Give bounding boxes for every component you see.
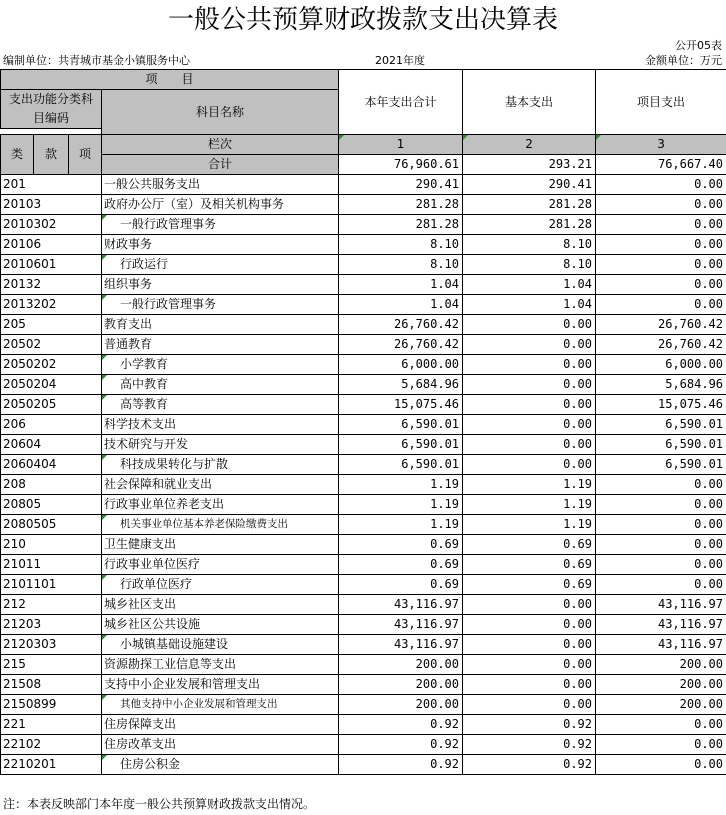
table-row [1, 575, 726, 595]
row-code: 201 [1, 175, 102, 195]
row-subject-name: 一般行政管理事务 [102, 295, 339, 315]
row-subject-name: 住房保障支出 [102, 715, 339, 735]
row-total: 200.00 [339, 695, 463, 715]
row-basic: 0.00 [463, 595, 596, 615]
row-code: 2010302 [1, 215, 102, 235]
row-project: 200.00 [596, 675, 726, 695]
row-project: 43,116.97 [596, 595, 726, 615]
form-number: 公开05表 [675, 39, 722, 52]
row-basic: 1.19 [463, 475, 596, 495]
row-subject-name: 行政事业单位医疗 [102, 555, 339, 575]
row-total: 26,760.42 [339, 315, 463, 335]
table-row [1, 595, 726, 615]
row-subject-name: 城乡社区支出 [102, 595, 339, 615]
row-basic: 0.92 [463, 755, 596, 775]
row-code: 2010601 [1, 255, 102, 275]
row-project: 0.00 [596, 575, 726, 595]
row-total: 8.10 [339, 255, 463, 275]
table-row [1, 715, 726, 735]
row-total: 0.92 [339, 755, 463, 775]
row-code: 21203 [1, 615, 102, 635]
row-subject-name: 科技成果转化与扩散 [102, 455, 339, 475]
report-title: 一般公共预算财政拨款支出决算表 [167, 5, 558, 35]
row-subject-name: 行政单位医疗 [102, 575, 339, 595]
row-basic: 281.28 [463, 195, 596, 215]
row-project: 0.00 [596, 755, 726, 775]
row-basic: 0.69 [463, 575, 596, 595]
row-code: 20103 [1, 195, 102, 215]
row-project: 0.00 [596, 275, 726, 295]
row-basic: 290.41 [463, 175, 596, 195]
row-subject-name: 行政事业单位养老支出 [102, 495, 339, 515]
row-basic: 281.28 [463, 215, 596, 235]
row-total: 0.92 [339, 735, 463, 755]
row-total: 6,590.01 [339, 435, 463, 455]
row-code: 2080505 [1, 515, 102, 535]
row-code: 20805 [1, 495, 102, 515]
row-project: 0.00 [596, 535, 726, 555]
row-total: 6,000.00 [339, 355, 463, 375]
table-row [1, 335, 726, 355]
row-subject-name: 住房改革支出 [102, 735, 339, 755]
row-project: 6,590.01 [596, 415, 726, 435]
row-code: 20132 [1, 275, 102, 295]
row-basic: 0.69 [463, 555, 596, 575]
row-project: 6,590.01 [596, 435, 726, 455]
row-basic: 1.04 [463, 295, 596, 315]
table-row [1, 295, 726, 315]
row-basic: 0.00 [463, 695, 596, 715]
compiling-unit: 编制单位：共青城市基金小镇服务中心 [3, 54, 190, 67]
row-total: 5,684.96 [339, 375, 463, 395]
total-amount: 76,960.61 [339, 155, 463, 175]
row-total: 43,116.97 [339, 635, 463, 655]
row-code: 22102 [1, 735, 102, 755]
row-total: 8.10 [339, 235, 463, 255]
row-subject-name: 支持中小企业发展和管理支出 [102, 675, 339, 695]
row-basic: 0.00 [463, 455, 596, 475]
row-project: 0.00 [596, 735, 726, 755]
row-project: 0.00 [596, 555, 726, 575]
row-basic: 1.19 [463, 515, 596, 535]
row-total: 43,116.97 [339, 615, 463, 635]
row-basic: 8.10 [463, 235, 596, 255]
table-row [1, 315, 726, 335]
row-project: 5,684.96 [596, 375, 726, 395]
row-code: 20502 [1, 335, 102, 355]
row-code: 221 [1, 715, 102, 735]
expenditure-table [0, 69, 726, 775]
row-code: 2013202 [1, 295, 102, 315]
table-row [1, 375, 726, 395]
table-row [1, 215, 726, 235]
row-total: 1.04 [339, 275, 463, 295]
row-project: 6,000.00 [596, 355, 726, 375]
row-subject-name: 财政事务 [102, 235, 339, 255]
row-subject-name: 小城镇基础设施建设 [102, 635, 339, 655]
table-row [1, 275, 726, 295]
table-row [1, 535, 726, 555]
row-basic: 1.04 [463, 275, 596, 295]
row-code: 20604 [1, 435, 102, 455]
row-total: 0.69 [339, 555, 463, 575]
table-row [1, 655, 726, 675]
row-code: 215 [1, 655, 102, 675]
header-func-code: 支出功能分类科目编码 [1, 90, 102, 129]
row-subject-name: 住房公积金 [102, 755, 339, 775]
table-row [1, 515, 726, 535]
row-code: 2210201 [1, 755, 102, 775]
row-code: 206 [1, 415, 102, 435]
row-total: 6,590.01 [339, 415, 463, 435]
row-basic: 0.92 [463, 735, 596, 755]
row-subject-name: 一般公共服务支出 [102, 175, 339, 195]
row-code: 2150899 [1, 695, 102, 715]
row-basic: 0.69 [463, 535, 596, 555]
row-basic: 1.19 [463, 495, 596, 515]
row-total: 281.28 [339, 215, 463, 235]
row-total: 0.69 [339, 575, 463, 595]
row-code: 210 [1, 535, 102, 555]
header-col3: 3 [596, 135, 726, 155]
table-row [1, 235, 726, 255]
header-basic: 基本支出 [463, 70, 596, 135]
header-heji: 合计 [102, 155, 339, 175]
row-total: 281.28 [339, 195, 463, 215]
row-basic: 0.00 [463, 635, 596, 655]
header-project: 项 目 [1, 70, 339, 90]
table-row [1, 435, 726, 455]
row-subject-name: 政府办公厅（室）及相关机构事务 [102, 195, 339, 215]
row-basic: 0.92 [463, 715, 596, 735]
row-total: 1.04 [339, 295, 463, 315]
table-row [1, 755, 726, 775]
row-subject-name: 社会保障和就业支出 [102, 475, 339, 495]
report-year: 2021年度 [375, 54, 425, 67]
row-basic: 0.00 [463, 315, 596, 335]
row-project: 200.00 [596, 655, 726, 675]
row-code: 212 [1, 595, 102, 615]
header-subject-name: 科目名称 [102, 90, 339, 135]
row-subject-name: 卫生健康支出 [102, 535, 339, 555]
table-row [1, 395, 726, 415]
table-row [1, 615, 726, 635]
row-basic: 0.00 [463, 655, 596, 675]
row-code: 2120303 [1, 635, 102, 655]
row-subject-name: 资源勘探工业信息等支出 [102, 655, 339, 675]
row-project: 0.00 [596, 175, 726, 195]
row-project: 0.00 [596, 235, 726, 255]
row-subject-name: 科学技术支出 [102, 415, 339, 435]
row-code: 2050205 [1, 395, 102, 415]
row-project: 0.00 [596, 475, 726, 495]
row-total: 26,760.42 [339, 335, 463, 355]
row-basic: 0.00 [463, 335, 596, 355]
row-subject-name: 普通教育 [102, 335, 339, 355]
table-row [1, 175, 726, 195]
row-code: 2050202 [1, 355, 102, 375]
row-basic: 0.00 [463, 435, 596, 455]
table-row [1, 415, 726, 435]
row-subject-name: 其他支持中小企业发展和管理支出 [102, 695, 339, 715]
row-total: 1.19 [339, 515, 463, 535]
row-total: 0.69 [339, 535, 463, 555]
row-total: 200.00 [339, 675, 463, 695]
total-project: 76,667.40 [596, 155, 726, 175]
row-total: 15,075.46 [339, 395, 463, 415]
row-subject-name: 教育支出 [102, 315, 339, 335]
row-total: 1.19 [339, 495, 463, 515]
header-total: 本年支出合计 [339, 70, 463, 135]
row-subject-name: 城乡社区公共设施 [102, 615, 339, 635]
row-code: 2101101 [1, 575, 102, 595]
row-total: 200.00 [339, 655, 463, 675]
table-row [1, 195, 726, 215]
table-row [1, 475, 726, 495]
row-total: 43,116.97 [339, 595, 463, 615]
row-basic: 0.00 [463, 415, 596, 435]
table-row [1, 355, 726, 375]
table-row [1, 635, 726, 655]
row-code: 208 [1, 475, 102, 495]
header-col2: 2 [463, 135, 596, 155]
row-project: 0.00 [596, 255, 726, 275]
row-code: 21011 [1, 555, 102, 575]
row-code: 2050204 [1, 375, 102, 395]
row-basic: 0.00 [463, 615, 596, 635]
row-subject-name: 高等教育 [102, 395, 339, 415]
row-project: 6,590.01 [596, 455, 726, 475]
row-code: 20106 [1, 235, 102, 255]
header-lanci: 栏次 [102, 135, 339, 155]
total-basic: 293.21 [463, 155, 596, 175]
row-subject-name: 组织事务 [102, 275, 339, 295]
header-lei: 类 [1, 135, 34, 175]
table-row [1, 695, 726, 715]
row-basic: 0.00 [463, 355, 596, 375]
row-subject-name: 小学教育 [102, 355, 339, 375]
row-total: 6,590.01 [339, 455, 463, 475]
table-row [1, 675, 726, 695]
row-subject-name: 技术研究与开发 [102, 435, 339, 455]
row-basic: 0.00 [463, 675, 596, 695]
row-project: 200.00 [596, 695, 726, 715]
row-subject-name: 一般行政管理事务 [102, 215, 339, 235]
row-project: 0.00 [596, 195, 726, 215]
row-code: 2060404 [1, 455, 102, 475]
table-row [1, 495, 726, 515]
row-project: 43,116.97 [596, 615, 726, 635]
row-total: 1.19 [339, 475, 463, 495]
row-project: 15,075.46 [596, 395, 726, 415]
header-col1: 1 [339, 135, 463, 155]
row-total: 290.41 [339, 175, 463, 195]
table-row [1, 255, 726, 275]
row-basic: 0.00 [463, 375, 596, 395]
row-code: 21508 [1, 675, 102, 695]
row-basic: 0.00 [463, 395, 596, 415]
row-subject-name: 高中教育 [102, 375, 339, 395]
amount-unit: 金额单位：万元 [645, 54, 722, 67]
row-project: 0.00 [596, 515, 726, 535]
table-row [1, 555, 726, 575]
row-code: 205 [1, 315, 102, 335]
row-total: 0.92 [339, 715, 463, 735]
table-row [1, 735, 726, 755]
row-project: 26,760.42 [596, 335, 726, 355]
row-subject-name: 行政运行 [102, 255, 339, 275]
table-row [1, 455, 726, 475]
header-project-exp: 项目支出 [596, 70, 726, 135]
row-project: 0.00 [596, 495, 726, 515]
row-project: 0.00 [596, 215, 726, 235]
row-subject-name: 机关事业单位基本养老保险缴费支出 [102, 515, 339, 535]
row-project: 26,760.42 [596, 315, 726, 335]
header-xiang: 项 [69, 135, 102, 175]
footnote: 注：本表反映部门本年度一般公共预算财政拨款支出情况。 [3, 797, 316, 811]
row-project: 0.00 [596, 295, 726, 315]
row-project: 0.00 [596, 715, 726, 735]
row-project: 43,116.97 [596, 635, 726, 655]
header-kuan: 款 [34, 135, 69, 175]
row-basic: 8.10 [463, 255, 596, 275]
